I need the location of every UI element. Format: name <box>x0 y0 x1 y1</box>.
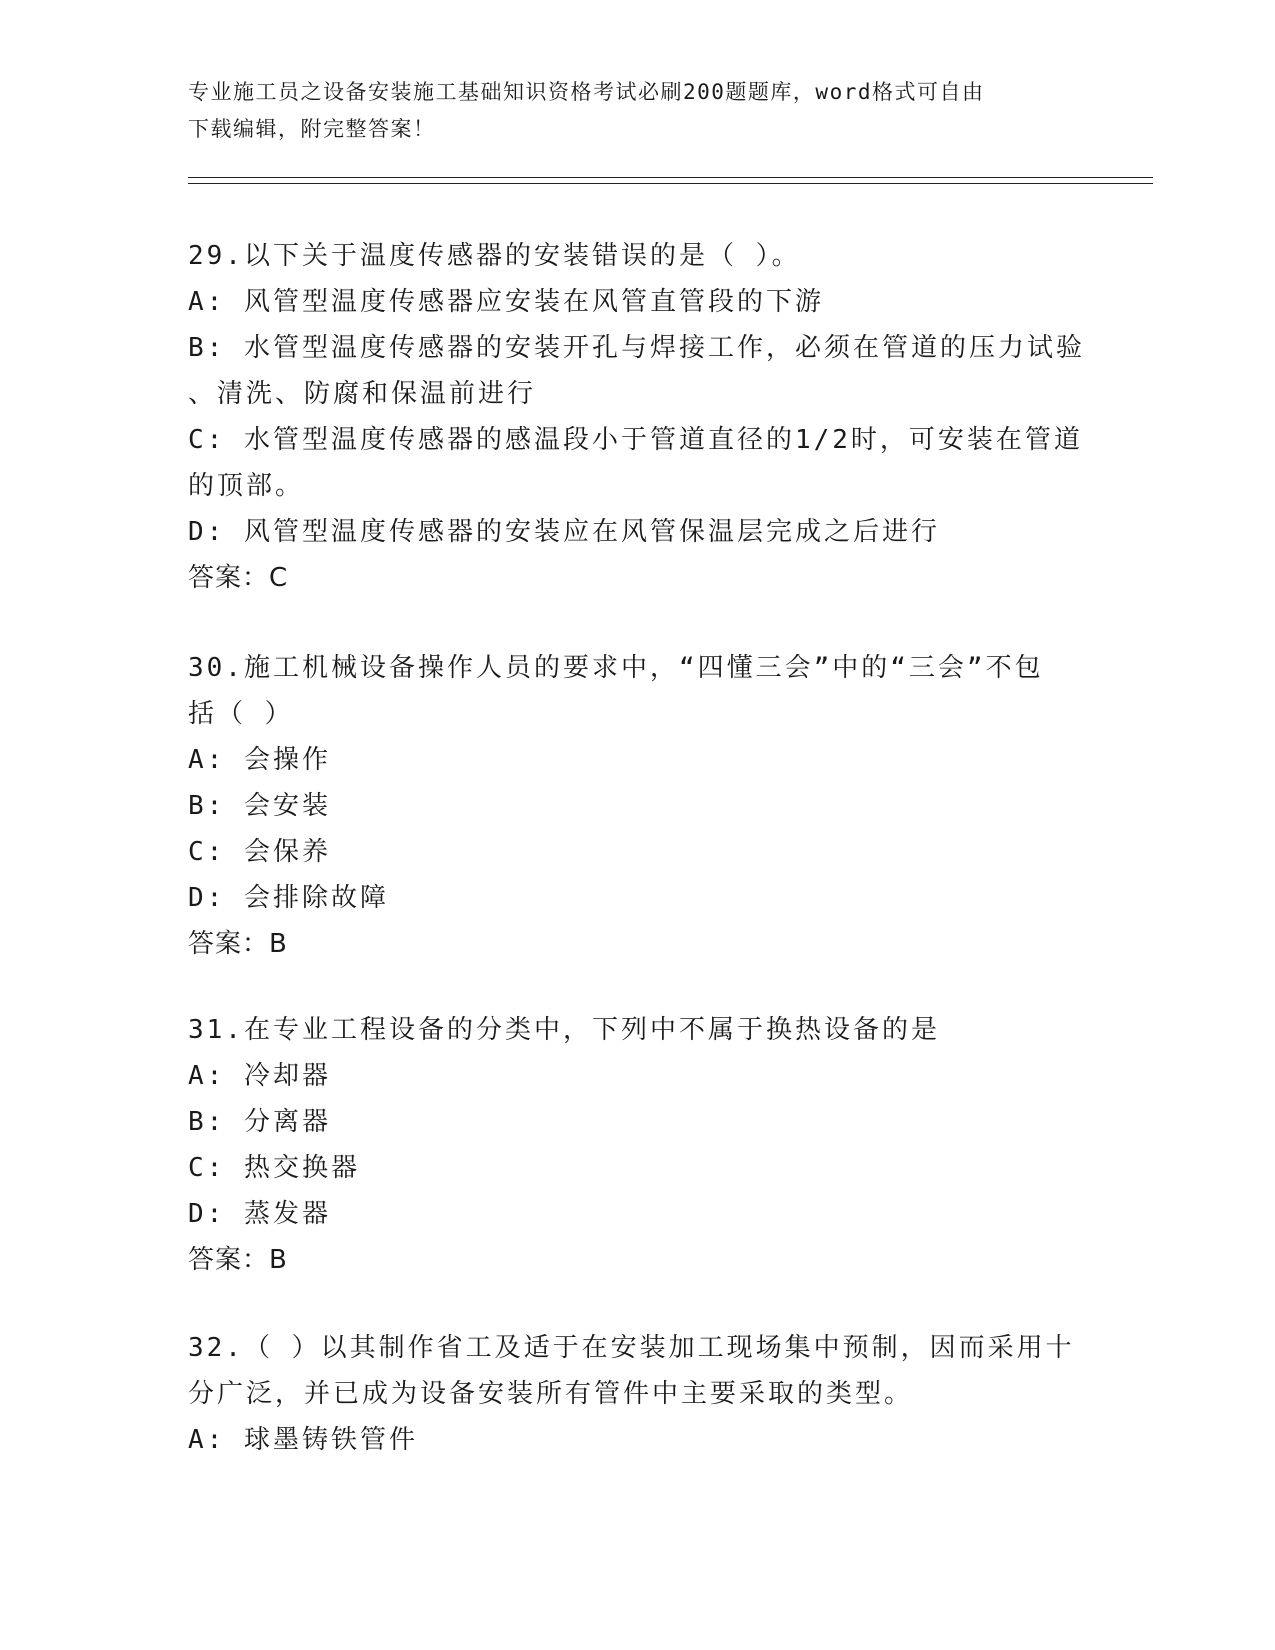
option-b: B: 水管型温度传感器的安装开孔与焊接工作，必须在管道的压力试验 <box>188 333 1085 363</box>
answer-line: 答案：C <box>188 563 289 593</box>
question-32 <box>188 1325 1088 1463</box>
option-d: D: 蒸发器 <box>188 1199 331 1229</box>
header-divider-top <box>188 177 1153 178</box>
option-c: C: 热交换器 <box>188 1153 360 1183</box>
question-stem: 31.在专业工程设备的分类中，下列中不属于换热设备的是 <box>188 1015 940 1045</box>
option-d: D: 风管型温度传感器的安装应在风管保温层完成之后进行 <box>188 517 940 547</box>
question-stem: 29.以下关于温度传感器的安装错误的是（ ）。 <box>188 241 801 271</box>
header-line-2: 下载编辑，附完整答案！ <box>188 117 436 141</box>
option-a: A: 会操作 <box>188 745 331 775</box>
header-line-1: 专业施工员之设备安装施工基础知识资格考试必刷200题题库，word格式可自由 <box>188 80 985 104</box>
option-b-continued: 、清洗、防腐和保温前进行 <box>188 379 537 409</box>
option-b: B: 分离器 <box>188 1107 331 1137</box>
option-c: C: 会保养 <box>188 837 331 867</box>
option-c-continued: 的顶部。 <box>188 471 305 501</box>
option-c: C: 水管型温度传感器的感温段小于管道直径的1/2时，可安装在管道 <box>188 425 1083 455</box>
question-stem-continued: 括（ ） <box>188 699 294 729</box>
question-30 <box>188 645 1088 967</box>
answer-line: 答案：B <box>188 1245 288 1275</box>
option-a: A: 冷却器 <box>188 1061 331 1091</box>
question-stem: 30.施工机械设备操作人员的要求中，“四懂三会”中的“三会”不包 <box>188 653 1044 683</box>
option-a: A: 风管型温度传感器应安装在风管直管段的下游 <box>188 287 824 317</box>
option-a: A: 球墨铸铁管件 <box>188 1425 418 1455</box>
option-b: B: 会安装 <box>188 791 331 821</box>
question-stem-continued: 分广泛，并已成为设备安装所有管件中主要采取的类型。 <box>188 1379 914 1409</box>
header-divider-bottom <box>188 183 1153 184</box>
question-stem: 32.（ ）以其制作省工及适于在安装加工现场集中预制，因而采用十 <box>188 1333 1075 1363</box>
question-29 <box>188 233 1088 601</box>
option-d: D: 会排除故障 <box>188 883 389 913</box>
question-31 <box>188 1007 1088 1283</box>
answer-line: 答案：B <box>188 929 288 959</box>
document-header <box>188 74 1068 148</box>
